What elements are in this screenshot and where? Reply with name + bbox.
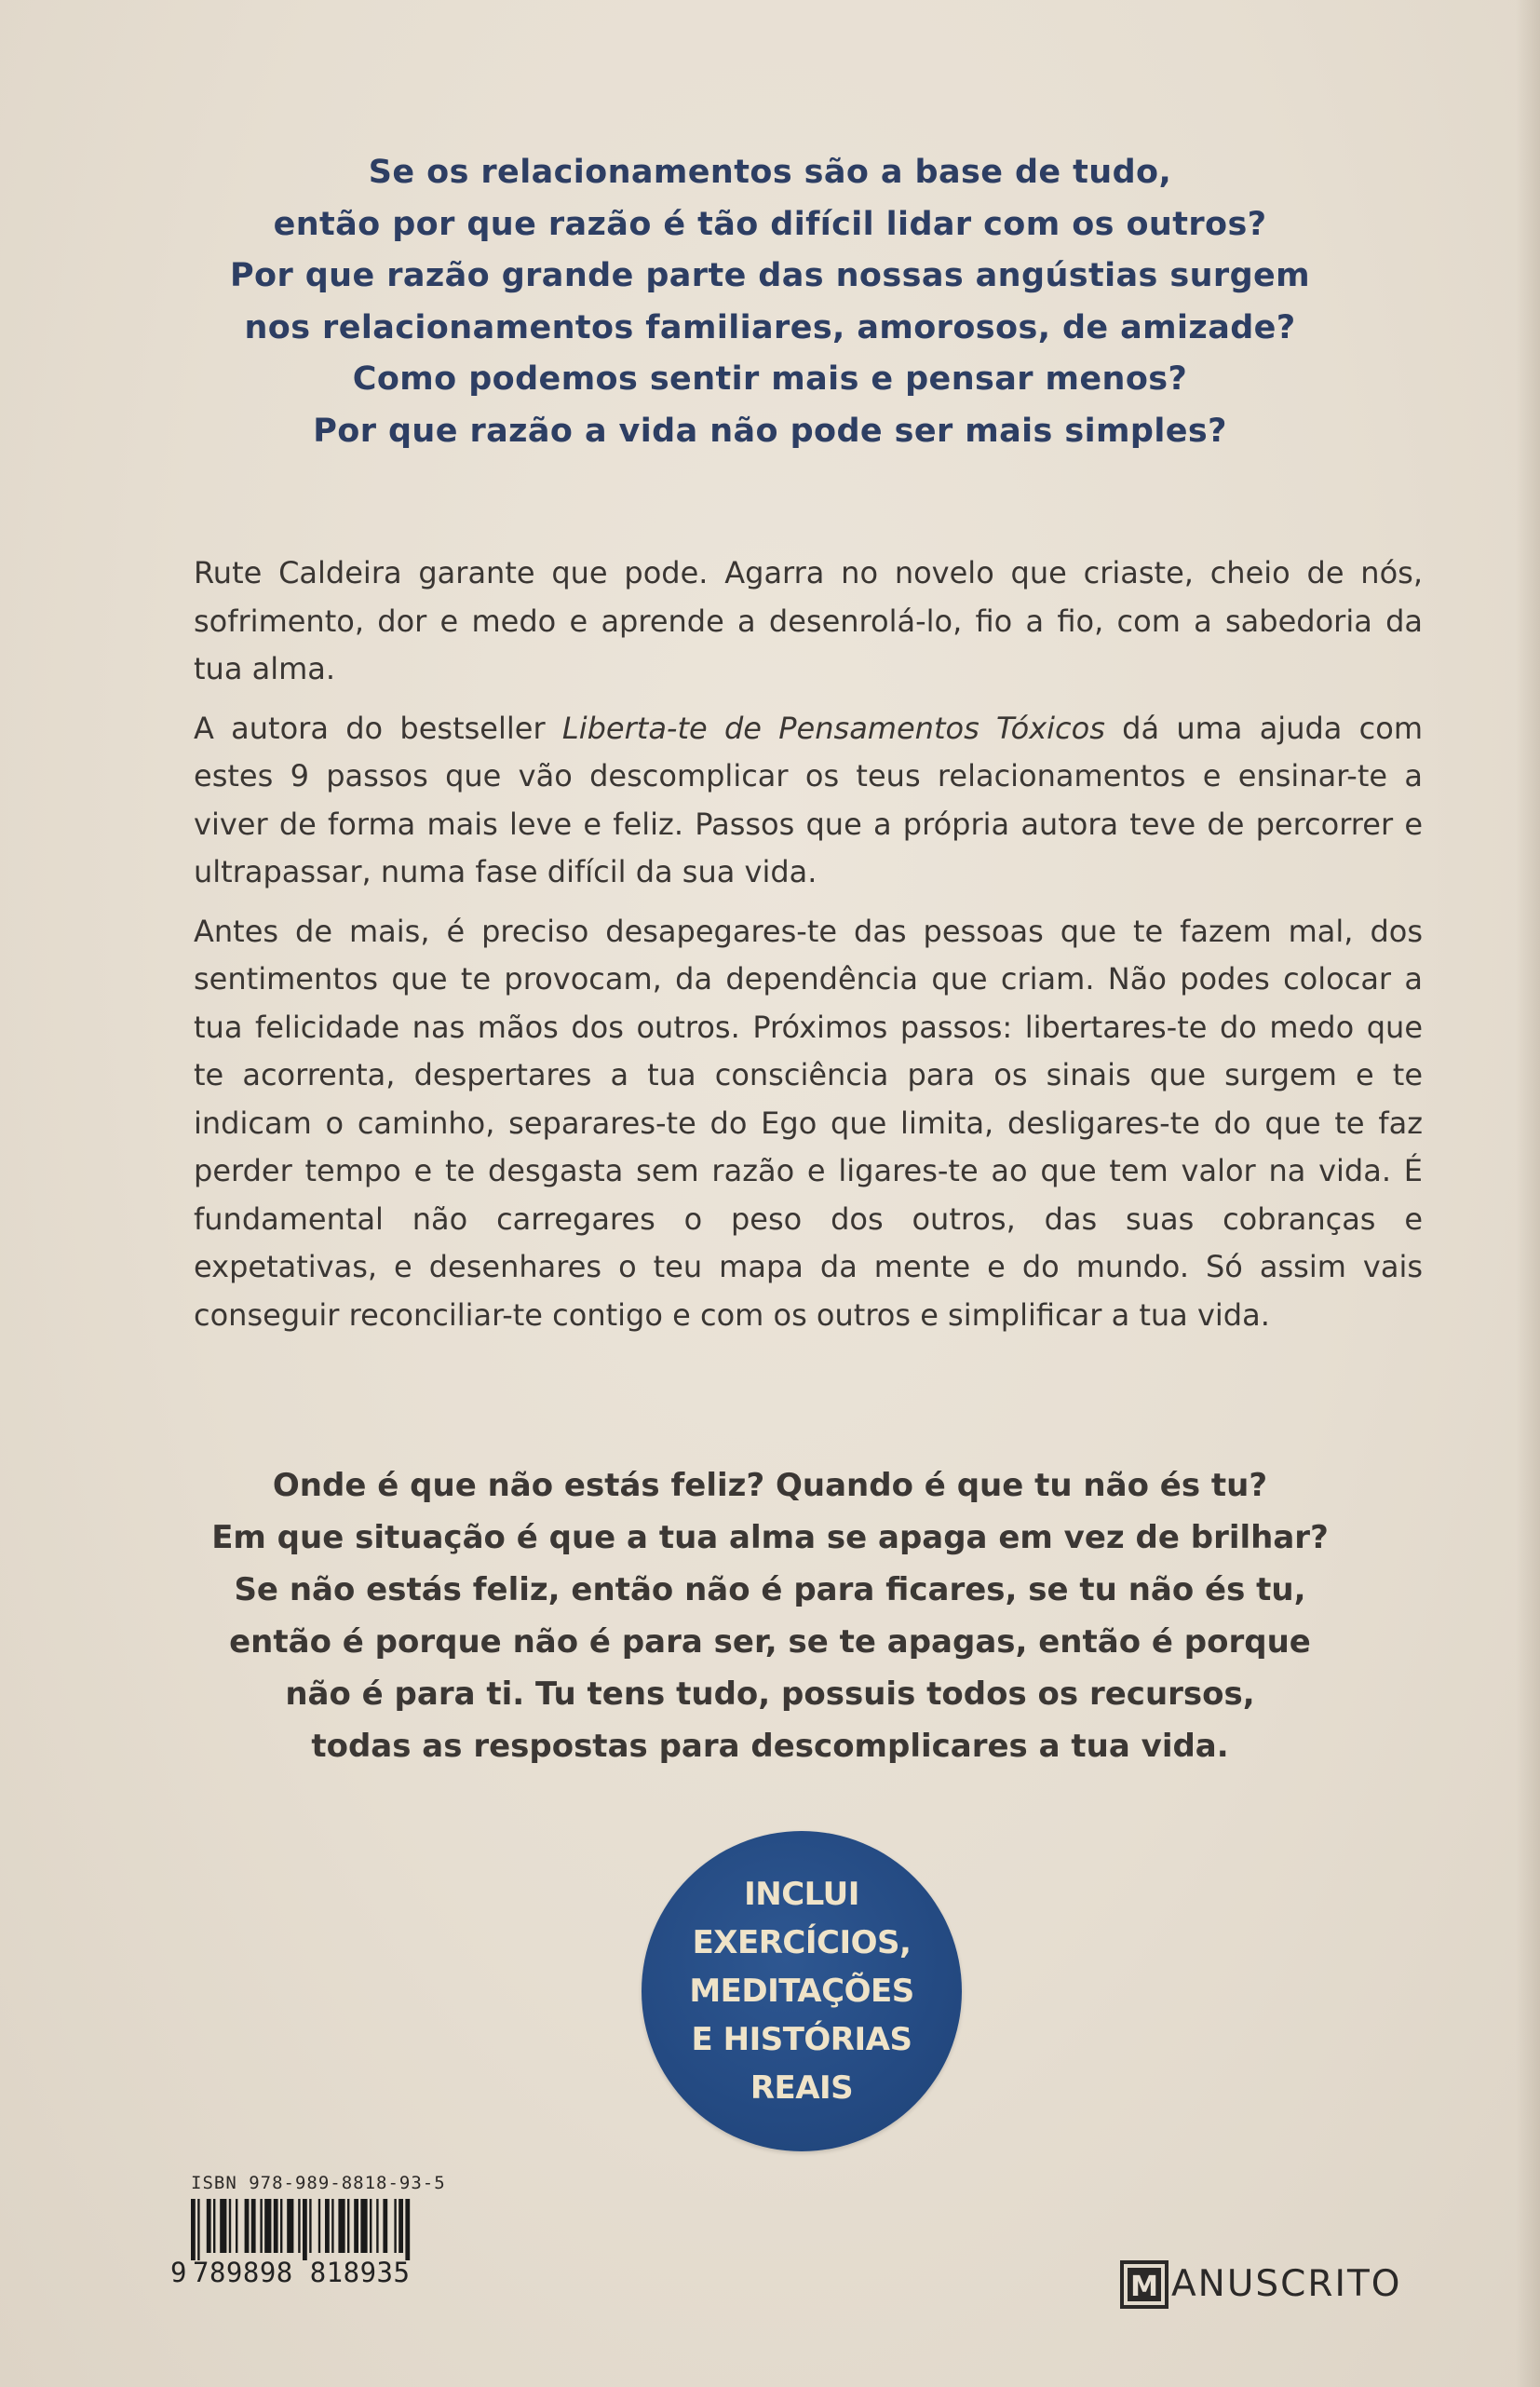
badge-line: EXERCÍCIOS,: [692, 1924, 912, 1961]
synopsis-paragraph-1: Rute Caldeira garante que pode. Agarra no novelo que criaste, cheio de nós, sofrimento, dor e medo e aprende a desenrolá-lo, fio a fio, com a sabedoria da tua alma.: [194, 555, 1423, 686]
publisher-mark-letter: M: [1130, 2271, 1158, 2303]
synopsis: [194, 549, 1423, 1339]
closing-line: não é para ti. Tu tens tudo, possuis todos os recursos,: [285, 1675, 1255, 1713]
closing-questions: [186, 1459, 1354, 1772]
includes-badge: [642, 1831, 962, 2151]
intro-line: então por que razão é tão difícil lidar com os outros?: [273, 205, 1267, 243]
isbn-lead-digit: 9: [170, 2257, 187, 2288]
isbn-number: 789898 818935: [193, 2257, 411, 2288]
closing-line: Onde é que não estás feliz? Quando é que tu não és tu?: [272, 1467, 1268, 1504]
intro-line: Por que razão grande parte das nossas angústias surgem: [229, 257, 1311, 294]
badge-line: INCLUI: [744, 1876, 859, 1913]
closing-line: Em que situação é que a tua alma se apaga em vez de brilhar?: [211, 1519, 1329, 1556]
intro-line: nos relacionamentos familiares, amorosos, de amizade?: [244, 308, 1296, 346]
synopsis-paragraph-2: [194, 705, 1423, 897]
intro-line: Se os relacionamentos são a base de tudo,: [368, 154, 1172, 191]
isbn-label: ISBN 978-989-8818-93-5: [191, 2173, 446, 2193]
barcode-icon: [191, 2199, 470, 2260]
closing-line: Se não estás feliz, então não é para ficares, se tu não és tu,: [234, 1571, 1306, 1608]
intro-questions: [168, 147, 1372, 457]
synopsis-paragraph-3: Antes de mais, é preciso desapegares-te das pessoas que te fazem mal, dos sentimentos que te provocam, da dependência que criam. Não podes colocar a tua felicidade nas mãos dos outros. Próximos passos: libertares-te do medo que te acorrenta, despertares a tua consciência para os sinais que surgem e te indicam o caminho, separares-te do Ego que limita, desligares-te do que te faz perder tempo e te desgasta sem razão e ligares-te ao que tem valor na vida. É fundamental não carregares o peso dos outros, das suas cobranças e expetativas, e desenhares o teu mapa da mente e do mundo. Só assim vais conseguir reconciliar-te contigo e com os outros e simplificar a tua vida.: [194, 913, 1423, 1333]
intro-line: Por que razão a vida não pode ser mais simples?: [313, 412, 1227, 450]
closing-line: então é porque não é para ser, se te apagas, então é porque: [229, 1623, 1311, 1661]
synopsis-text: A autora do bestseller: [194, 710, 562, 746]
synopsis-text: dá uma ajuda com estes 9 passos que vão descomplicar os teus relacionamentos e ensinar-te a viver de forma mais leve e feliz. Passos que a própria autora teve de percorrer e ultrapassar, numa fase difícil da sua vida.: [194, 710, 1424, 889]
isbn-digits: [170, 2257, 410, 2288]
badge-line: MEDITAÇÕES: [689, 1973, 914, 2010]
bestseller-title: Liberta-te de Pensamentos Tóxicos: [561, 710, 1105, 746]
manuscrito-m-icon: [1120, 2260, 1169, 2309]
publisher-logo: [1120, 2260, 1402, 2309]
badge-line: REAIS: [750, 2069, 854, 2107]
badge-text: [689, 1870, 913, 2112]
badge-line: E HISTÓRIAS: [691, 2021, 912, 2058]
intro-line: Como podemos sentir mais e pensar menos?: [352, 360, 1188, 398]
closing-line: todas as respostas para descomplicares a tua vida.: [311, 1728, 1229, 1765]
publisher-name: ANUSCRITO: [1171, 2263, 1402, 2305]
isbn-barcode-block: [170, 2173, 487, 2294]
